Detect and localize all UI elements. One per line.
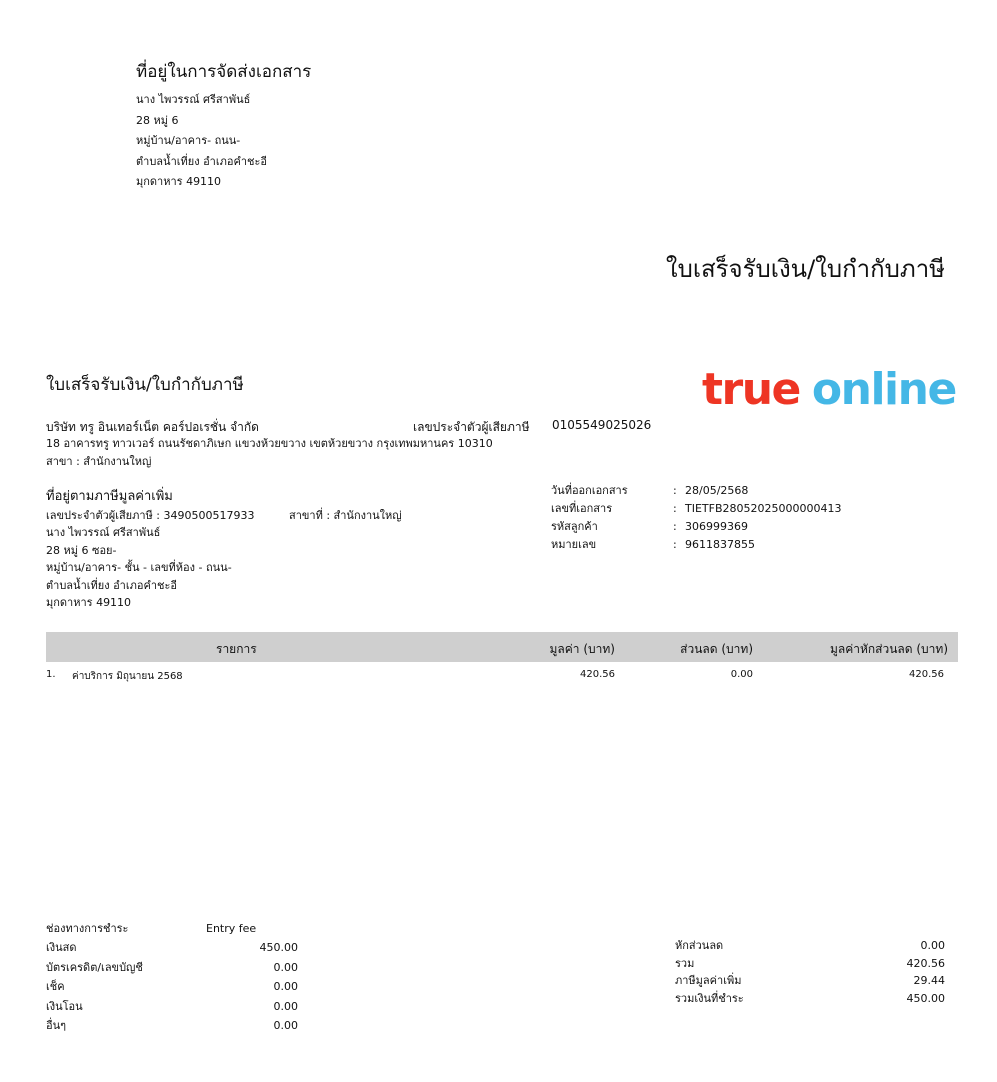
- items-table-header: [46, 632, 958, 662]
- totals-value: 29.44: [913, 974, 945, 987]
- company-taxid: 0105549025026: [552, 418, 652, 432]
- document-title: ใบเสร็จรับเงิน/ใบกำกับภาษี: [46, 375, 244, 395]
- mailing-address: [136, 93, 267, 196]
- payment-value: 0.00: [273, 999, 298, 1013]
- payment-row: [46, 980, 298, 999]
- customer-address-line: ตำบลน้ำเที่ยง อำเภอคำชะอี: [46, 578, 177, 592]
- payment-label: เงินสด: [46, 941, 77, 955]
- mailing-line: ตำบลน้ำเที่ยง อำเภอคำชะอี: [136, 154, 267, 168]
- payment-label: เช็ค: [46, 980, 65, 994]
- payment-value: 0.00: [273, 1018, 298, 1032]
- payment-row: [46, 961, 298, 980]
- column-header-description: รายการ: [216, 642, 257, 656]
- payment-label: บัตรเครดิต/เลขบัญชี: [46, 960, 143, 974]
- customer-taxid: เลขประจำตัวผู้เสียภาษี : 3490500517933: [46, 509, 255, 522]
- company-taxid-label: เลขประจำตัวผู้เสียภาษี: [413, 420, 530, 434]
- logo-text-true: true: [702, 364, 800, 415]
- doc-info-value: TIETFB28052025000000413: [685, 502, 842, 515]
- doc-info-label: รหัสลูกค้า: [551, 520, 598, 533]
- customer-address: [46, 526, 232, 614]
- totals-label: ภาษีมูลค่าเพิ่ม: [675, 974, 742, 987]
- customer-branch: สาขาที่ : สำนักงานใหญ่: [289, 509, 402, 522]
- doc-info-label: เลขที่เอกสาร: [551, 502, 613, 515]
- mailing-line: หมู่บ้าน/อาคาร- ถนน-: [136, 134, 241, 148]
- column-header-discount: ส่วนลด (บาท): [680, 642, 753, 656]
- payment-value: 450.00: [259, 941, 298, 955]
- doc-info-label: วันที่ออกเอกสาร: [551, 484, 628, 497]
- totals-row: [675, 974, 945, 992]
- company-branch: สาขา : สำนักงานใหญ่: [46, 455, 152, 468]
- mailing-line: มุกดาหาร 49110: [136, 175, 222, 189]
- totals-label: รวมเงินที่ชำระ: [675, 991, 744, 1005]
- customer-address-line: นาง ไพวรรณ์ ศรีสาพันธ์: [46, 526, 161, 539]
- payment-value: 0.00: [273, 960, 298, 974]
- row-net: 420.56: [909, 669, 944, 680]
- row-number: 1.: [46, 669, 56, 680]
- payment-row: [46, 1000, 298, 1019]
- payment-heading: ช่องทางการชำระ: [46, 922, 129, 935]
- logo-text-online: online: [811, 364, 956, 415]
- totals-label: หักส่วนลด: [675, 939, 724, 952]
- mailing-line: นาง ไพวรรณ์ ศรีสาพันธ์: [136, 93, 251, 106]
- payment-row: [46, 1019, 298, 1038]
- row-value: 420.56: [580, 669, 615, 680]
- column-header-net: มูลค่าหักส่วนลด (บาท): [829, 642, 948, 656]
- customer-address-line: มุกดาหาร 49110: [46, 596, 132, 610]
- totals-value: 450.00: [906, 991, 945, 1005]
- mailing-heading: ที่อยู่ในการจัดส่งเอกสาร: [136, 62, 312, 82]
- vat-address-heading: ที่อยู่ตามภาษีมูลค่าเพิ่ม: [46, 489, 173, 504]
- customer-address-line: หมู่บ้าน/อาคาร- ชั้น - เลขที่ห้อง - ถนน-: [46, 561, 232, 575]
- totals-label: รวม: [675, 956, 695, 970]
- receipt-main-title: ใบเสร็จรับเงิน/ใบกำกับภาษี: [665, 255, 945, 283]
- true-online-logo: [702, 362, 956, 418]
- totals-row: [675, 957, 945, 975]
- totals-summary: [675, 939, 945, 1009]
- company-address: 18 อาคารทรู ทาวเวอร์ ถนนรัชดาภิเษก แขวงห้วยขวาง เขตห้วยขวาง กรุงเทพมหานคร 10310: [46, 437, 493, 450]
- payment-label: เงินโอน: [46, 999, 83, 1013]
- totals-value: 0.00: [920, 939, 945, 952]
- mailing-line: 28 หมู่ 6: [136, 113, 179, 127]
- doc-info-value: 9611837855: [685, 538, 755, 551]
- payment-methods: [46, 922, 298, 1038]
- company-name: บริษัท ทรู อินเทอร์เน็ต คอร์ปอเรชั่น จำกัด: [46, 420, 259, 434]
- doc-info-value: 28/05/2568: [685, 484, 749, 497]
- row-discount: 0.00: [730, 669, 753, 680]
- table-row: [46, 669, 958, 685]
- doc-info-label: หมายเลข: [551, 538, 597, 551]
- customer-address-line: 28 หมู่ 6 ซอย-: [46, 543, 117, 557]
- payment-heading-row: [46, 922, 298, 941]
- payment-label: อื่นๆ: [46, 1018, 67, 1032]
- doc-info-value: 306999369: [685, 520, 748, 533]
- payment-note: Entry fee: [206, 922, 257, 935]
- payment-row: [46, 941, 298, 960]
- totals-row: [675, 992, 945, 1010]
- row-description: ค่าบริการ มิถุนายน 2568: [72, 671, 183, 682]
- totals-value: 420.56: [906, 956, 945, 970]
- column-header-value: มูลค่า (บาท): [549, 642, 615, 656]
- payment-value: 0.00: [273, 980, 298, 994]
- totals-row: [675, 939, 945, 957]
